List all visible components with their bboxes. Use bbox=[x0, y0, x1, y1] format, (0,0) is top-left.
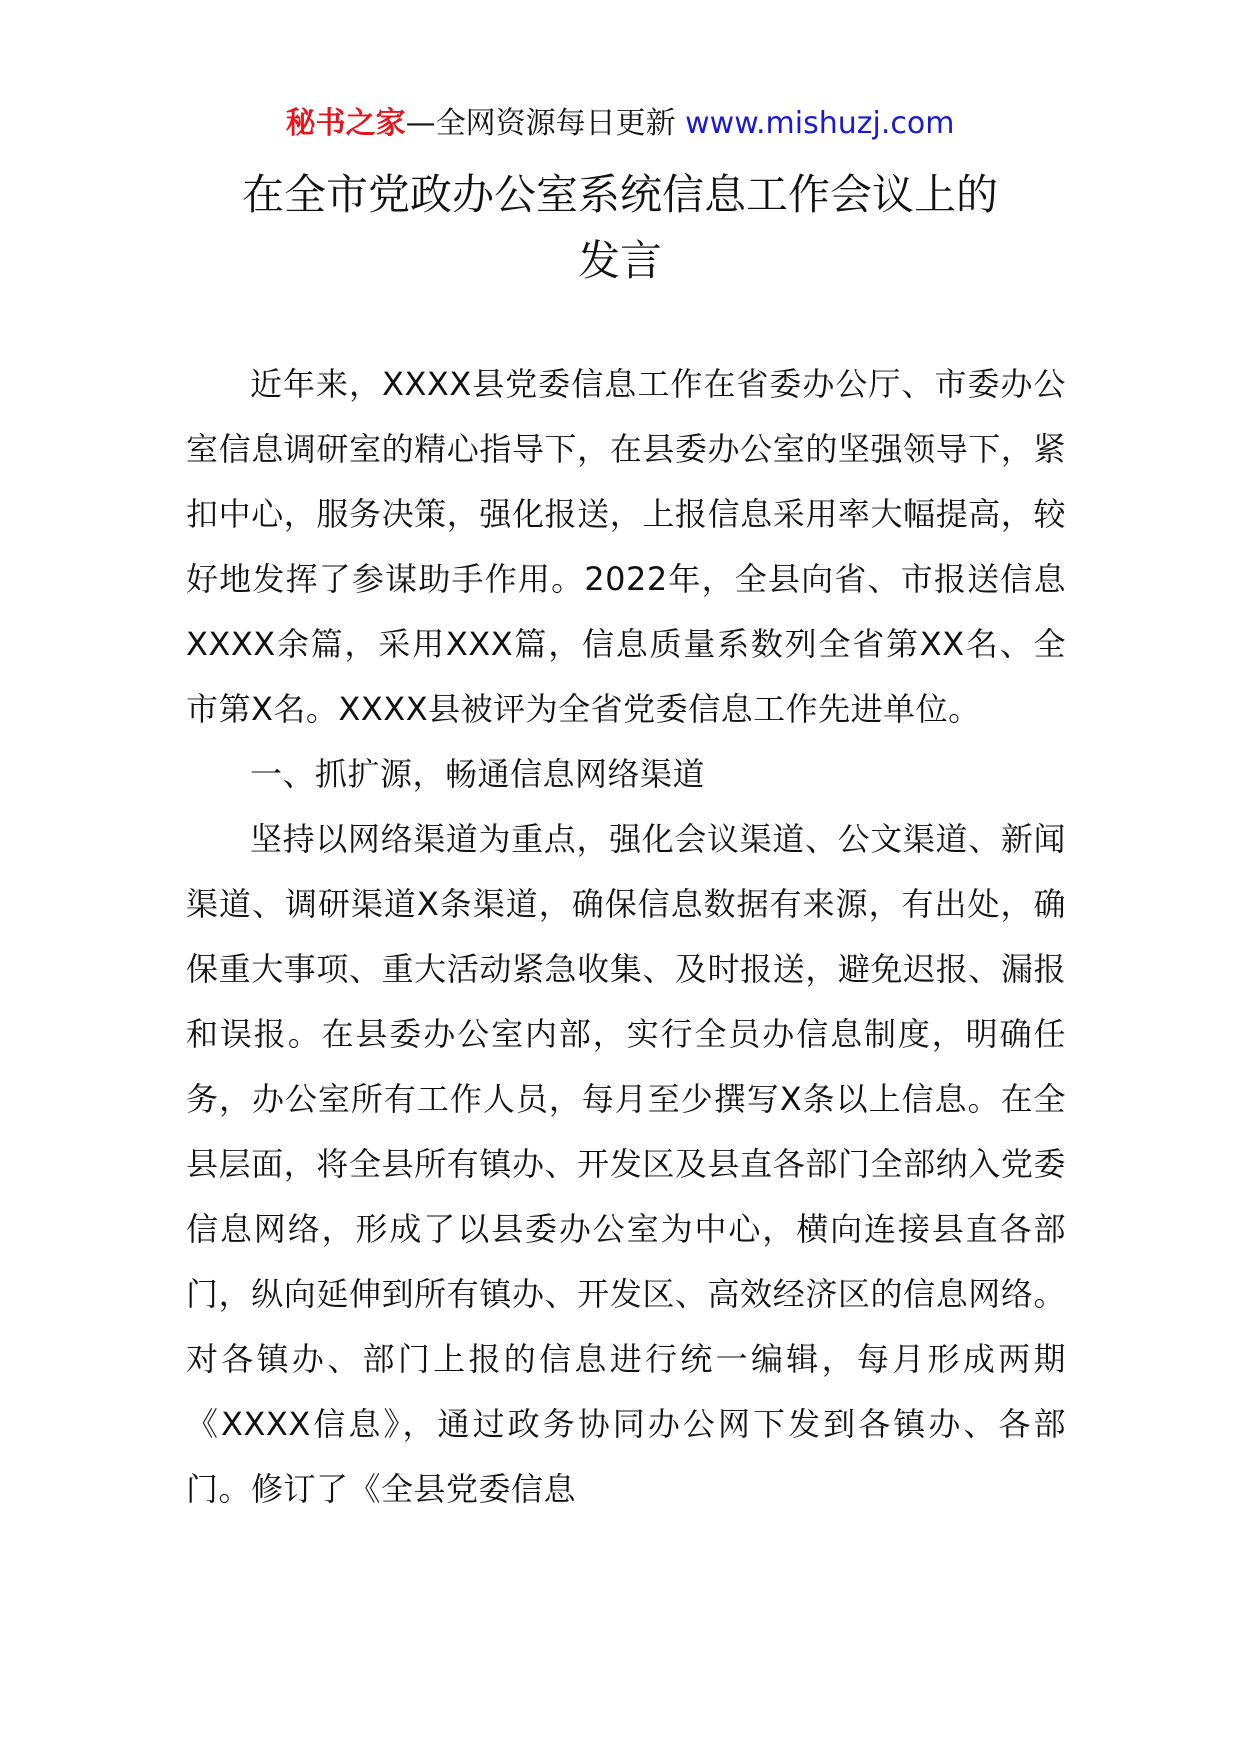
document-title bbox=[150, 162, 1090, 294]
brand-name: 秘书之家 bbox=[285, 106, 406, 141]
title-line-1: 在全市党政办公室系统信息工作会议上的 bbox=[241, 170, 998, 219]
paragraph-intro: 近年来，XXXX县党委信息工作在省委办公厅、市委办公室信息调研室的精心指导下，在县委办公室的坚强领导下，紧扣中心，服务决策，强化报送，上报信息采用率大幅提高，较好地发挥了参谋助手作用。2022年，全县向省、市报送信息XXXX余篇，采用XXX篇，信息质量系数列全省第XX名、全市第X名。XXXX县被评为全省党委信息工作先进单位。 bbox=[186, 365, 1066, 728]
document-body bbox=[186, 352, 1066, 1522]
section-heading-1: 一、抓扩源，畅通信息网络渠道 bbox=[250, 755, 706, 793]
title-line-2: 发言 bbox=[577, 236, 662, 285]
paragraph-section-1: 坚持以网络渠道为重点，强化会议渠道、公文渠道、新闻渠道、调研渠道X条渠道，确保信息数据有来源，有出处，确保重大事项、重大活动紧急收集、及时报送，避免迟报、漏报和误报。在县委办公室内部，实行全员办信息制度，明确任务，办公室所有工作人员，每月至少撰写X条以上信息。在全县层面，将全县所有镇办、开发区及县直各部门全部纳入党委信息网络，形成了以县委办公室为中心，横向连接县直各部门，纵向延伸到所有镇办、开发区、高效经济区的信息网络。对各镇办、部门上报的信息进行统一编辑，每月形成两期《XXXX信息》，通过政务协同办公网下发到各镇办、各部门。修订了《全县党委信息 bbox=[186, 820, 1066, 1508]
site-header bbox=[0, 102, 1240, 146]
header-tagline: —全网资源每日更新 bbox=[405, 106, 676, 141]
site-url-link[interactable]: www.mishuzj.com bbox=[685, 106, 955, 141]
